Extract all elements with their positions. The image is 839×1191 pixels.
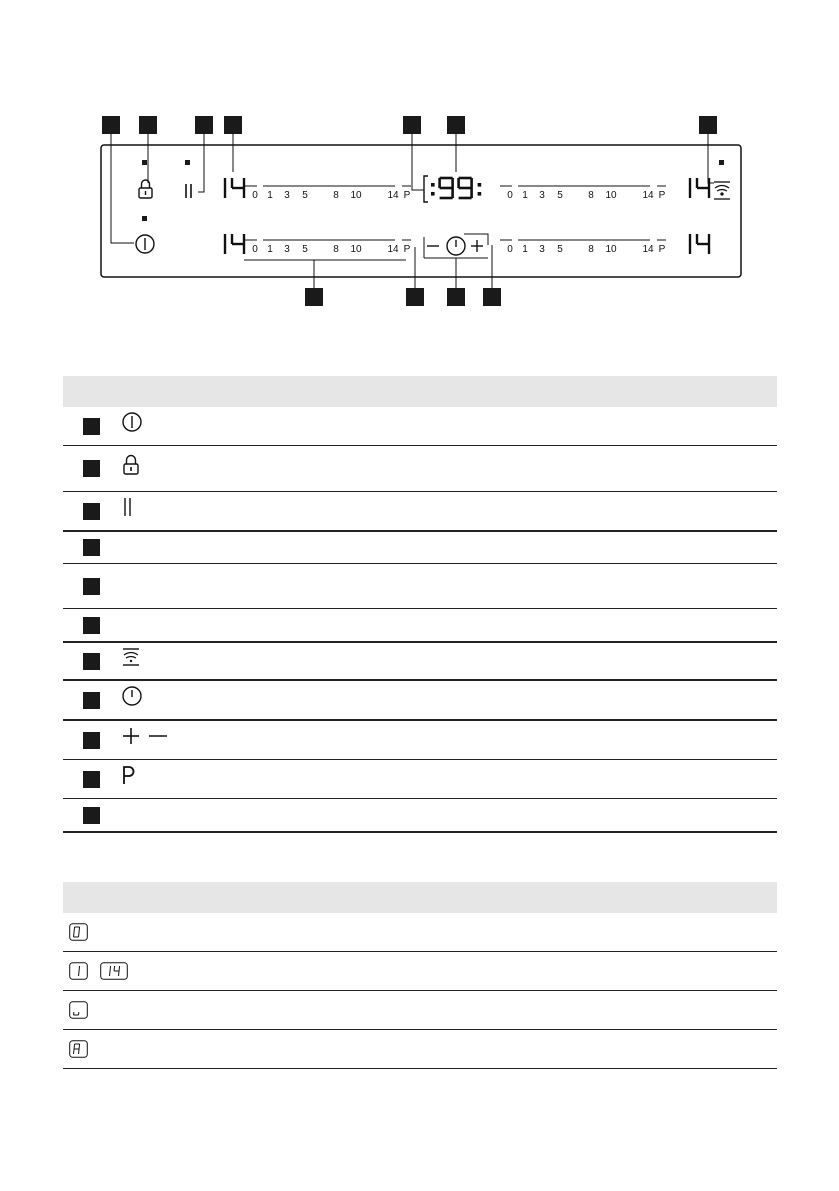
slider-tick-label: 5 (557, 244, 563, 255)
slider-tick-label: 8 (333, 190, 339, 201)
callout-marker (699, 116, 717, 134)
timer-icon[interactable] (447, 237, 465, 255)
callout-marker (83, 418, 100, 435)
table-row (63, 532, 777, 564)
slider-tick-label: 14 (387, 190, 399, 201)
slider-tick-label: 14 (642, 190, 654, 201)
table-row (63, 564, 777, 609)
slider-tick-label: 1 (267, 244, 273, 255)
display-symbol (69, 1001, 88, 1019)
callout-marker (83, 617, 100, 634)
slider-tick-label: P (403, 244, 411, 255)
table-row (63, 991, 777, 1030)
timer-display (424, 176, 481, 202)
slider-front-right[interactable] (500, 240, 666, 255)
indicators-table (63, 882, 777, 1069)
slider-front-left[interactable] (245, 240, 411, 255)
hob-to-hood-icon[interactable] (714, 182, 730, 199)
slider-tick-label: 10 (350, 244, 362, 255)
table-row (63, 952, 777, 991)
power-function-icon (121, 763, 137, 787)
slider-tick-label: 3 (284, 244, 290, 255)
control-panel-diagram (0, 0, 839, 330)
zone-display-front-right (690, 234, 709, 254)
slider-tick-label: 5 (557, 190, 563, 201)
display-symbol (69, 923, 88, 941)
slider-tick-label: 14 (642, 244, 654, 255)
table-row (63, 799, 777, 833)
callout-marker (83, 578, 100, 595)
table-row (63, 446, 777, 492)
slider-tick-label: 10 (350, 190, 362, 201)
callout-marker (139, 116, 157, 134)
pause-icon[interactable] (186, 184, 191, 198)
slider-tick-label: 1 (522, 244, 528, 255)
slider-tick-label: 0 (507, 244, 513, 255)
table-row (63, 681, 777, 721)
table-row (63, 407, 777, 446)
callout-marker (483, 288, 501, 306)
on-off-icon[interactable] (136, 235, 154, 253)
table-row (63, 760, 777, 799)
callout-marker (83, 503, 100, 520)
callout-marker (83, 653, 100, 670)
callout-marker (403, 116, 421, 134)
callout-marker (83, 460, 100, 477)
table-row (63, 913, 777, 952)
slider-tick-label: P (658, 244, 666, 255)
table-header (63, 882, 777, 913)
slider-rear-right[interactable] (500, 186, 666, 201)
leader-lines (111, 134, 714, 288)
slider-tick-label: 0 (252, 190, 258, 201)
table-row (63, 492, 777, 532)
table-row (63, 721, 777, 760)
callout-marker (305, 288, 323, 306)
zone-display-front-left (225, 178, 244, 198)
control-panel-outline (101, 145, 741, 277)
callout-marker (447, 288, 465, 306)
zone-display-rear-left (225, 234, 244, 254)
slider-tick-label: 8 (588, 244, 594, 255)
table-row (63, 643, 777, 681)
callout-marker (83, 732, 100, 749)
pause-icon (121, 495, 135, 519)
slider-tick-label: 10 (605, 244, 617, 255)
plus-minus-icon (121, 724, 171, 748)
table-row (63, 1030, 777, 1069)
callout-markers-top (102, 116, 717, 134)
callout-marker (83, 692, 100, 709)
slider-tick-label: 3 (539, 190, 545, 201)
slider-tick-label: 3 (284, 190, 290, 201)
slider-tick-label: P (403, 190, 411, 201)
slider-tick-label: 1 (522, 190, 528, 201)
indicator-dots (142, 160, 724, 221)
callout-marker (224, 116, 242, 134)
timer-digits (431, 178, 481, 198)
callout-marker (83, 771, 100, 788)
timer-plus-button[interactable] (471, 240, 483, 252)
slider-tick-label: 0 (252, 244, 258, 255)
display-symbol (69, 962, 88, 980)
callout-marker (83, 807, 100, 824)
lock-icon (121, 453, 141, 477)
lock-icon[interactable] (139, 180, 152, 198)
table-row (63, 609, 777, 643)
callout-marker (102, 116, 120, 134)
slider-tick-label: 5 (302, 244, 308, 255)
display-symbol (69, 1040, 88, 1058)
hob-to-hood-icon (121, 645, 141, 669)
timer-icon (121, 684, 143, 708)
callout-marker (83, 539, 100, 556)
slider-tick-label: 10 (605, 190, 617, 201)
slider-tick-label: 5 (302, 190, 308, 201)
controls-table (63, 376, 777, 833)
slider-tick-label: 8 (588, 190, 594, 201)
slider-tick-label: 3 (539, 244, 545, 255)
zone-display-rear-right (690, 178, 709, 198)
slider-tick-label: 8 (333, 244, 339, 255)
table-header (63, 376, 777, 407)
callout-marker (447, 116, 465, 134)
callout-markers-bottom (305, 288, 501, 306)
display-symbol (100, 962, 128, 980)
slider-tick-label: 0 (507, 190, 513, 201)
slider-tick-label: 1 (267, 190, 273, 201)
callout-marker (406, 288, 424, 306)
callout-marker (195, 116, 213, 134)
on-off-icon (121, 410, 143, 434)
slider-tick-label: 14 (387, 244, 399, 255)
slider-rear-left[interactable] (245, 186, 411, 201)
slider-tick-label: P (658, 190, 666, 201)
zone-displays (225, 178, 709, 254)
